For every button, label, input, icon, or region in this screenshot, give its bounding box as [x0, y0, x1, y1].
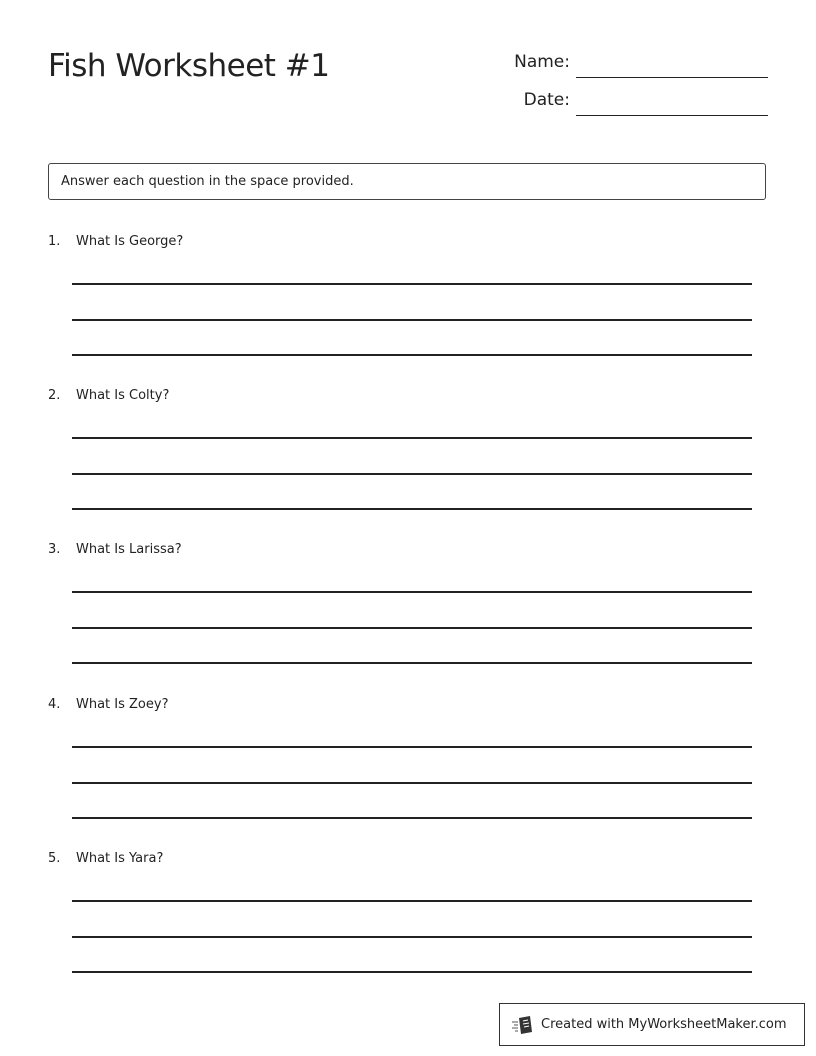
worksheet-maker-logo-icon — [512, 1015, 534, 1035]
question-text: What Is Larissa? — [76, 542, 182, 558]
question-1 — [48, 231, 752, 371]
answer-line[interactable] — [72, 782, 752, 784]
answer-line[interactable] — [72, 627, 752, 629]
question-text: What Is Yara? — [76, 850, 164, 866]
answer-line[interactable] — [72, 746, 752, 748]
answer-line[interactable] — [72, 354, 752, 356]
question-number: 4. — [48, 696, 61, 712]
answer-line[interactable] — [72, 817, 752, 819]
answer-line[interactable] — [72, 508, 752, 510]
date-line[interactable] — [576, 115, 768, 116]
footer-text: Created with MyWorksheetMaker.com — [541, 1017, 787, 1032]
question-text: What Is Colty? — [76, 388, 170, 404]
question-3 — [48, 539, 752, 679]
instructions-text: Answer each question in the space provided. — [61, 174, 354, 189]
instructions-box — [48, 163, 766, 200]
page-title: Fish Worksheet #1 — [48, 48, 330, 84]
date-label: Date: — [523, 90, 570, 110]
answer-line[interactable] — [72, 900, 752, 902]
answer-line[interactable] — [72, 591, 752, 593]
answer-line[interactable] — [72, 936, 752, 938]
answer-line[interactable] — [72, 971, 752, 973]
answer-line[interactable] — [72, 319, 752, 321]
question-number: 5. — [48, 850, 61, 866]
question-4 — [48, 694, 752, 834]
answer-line[interactable] — [72, 662, 752, 664]
question-5 — [48, 848, 752, 988]
question-number: 2. — [48, 388, 61, 404]
question-text: What Is George? — [76, 234, 184, 249]
question-2 — [48, 385, 752, 525]
answer-line[interactable] — [72, 283, 752, 285]
question-number: 3. — [48, 542, 61, 558]
name-label: Name: — [514, 52, 570, 72]
date-field[interactable] — [480, 86, 768, 116]
name-line[interactable] — [576, 77, 768, 78]
footer-badge — [499, 1003, 805, 1046]
question-number: 1. — [48, 234, 61, 249]
question-text: What Is Zoey? — [76, 696, 169, 712]
name-field[interactable] — [480, 48, 768, 78]
answer-line[interactable] — [72, 437, 752, 439]
answer-line[interactable] — [72, 473, 752, 475]
